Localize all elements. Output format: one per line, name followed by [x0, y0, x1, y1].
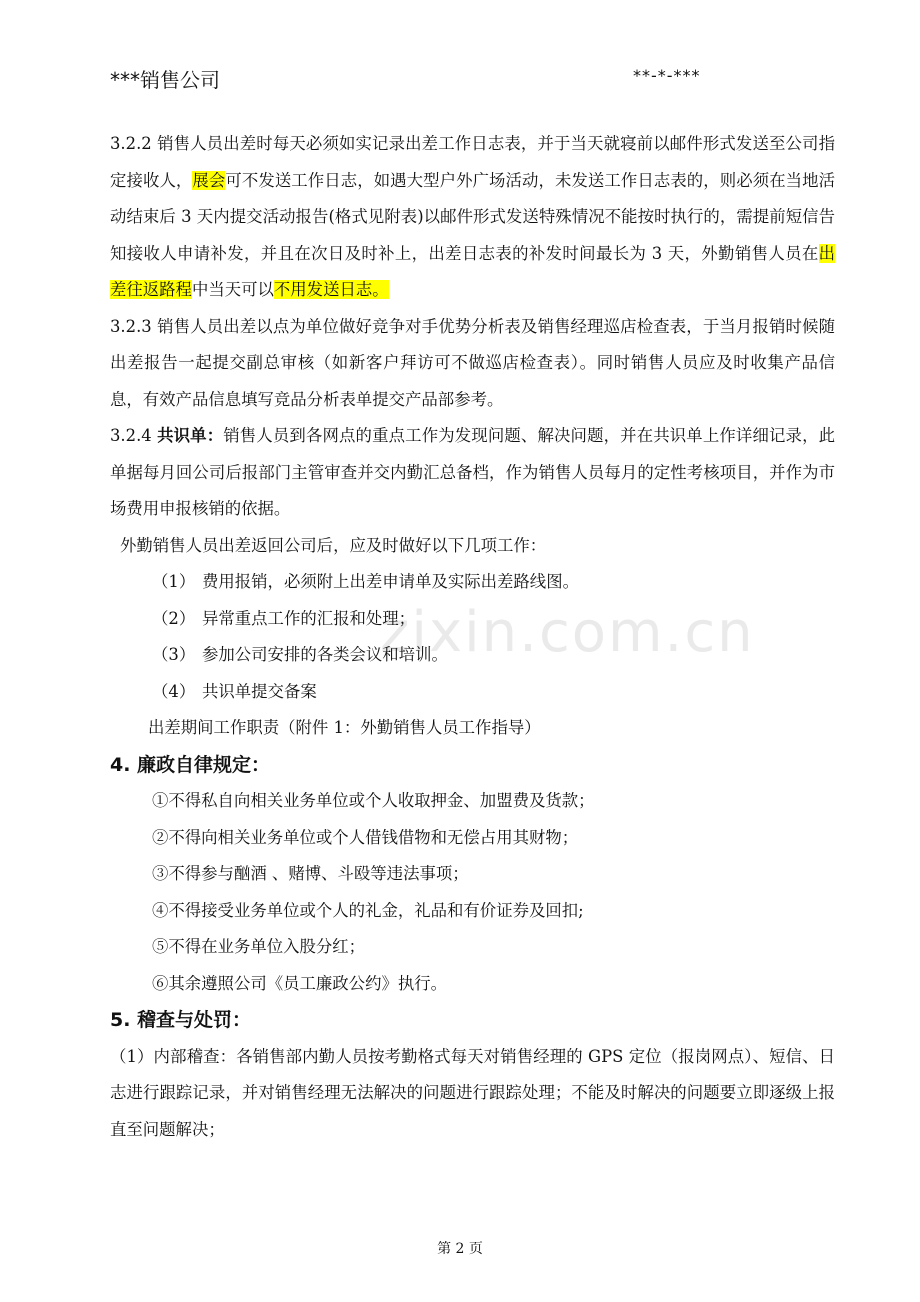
paragraph-3-2-4 [110, 418, 835, 528]
item-number: （2） [152, 608, 196, 628]
highlight-exhibition: 展会 [192, 170, 226, 190]
return-item [110, 637, 835, 674]
paragraph-internal-audit: （1）内部稽查：各销售部内勤人员按考勤格式每天对销售经理的 GPS 定位（报岗网点）、短信、日志进行跟踪记录，并对销售经理无法解决的问题进行跟踪处理；不能及时解决的问题要立即逐级上报直至问题解决； [110, 1046, 835, 1139]
rule-item: ②不得向相关业务单位或个人借钱借物和无偿占用其财物； [152, 827, 579, 847]
highlight-no-log: 不用发送日志。 [273, 280, 389, 299]
rule-item: ⑤不得在业务单位入股分红； [152, 937, 366, 956]
duty-line: 出差期间工作职责（附件 1：外勤销售人员工作指导） [148, 718, 541, 737]
item-text: 费用报销，必须附上出差申请单及实际出差路线图。 [202, 572, 579, 591]
item-text: 参加公司安排的各类会议和培训。 [202, 645, 448, 664]
p324-text: 销售人员到各网点的重点工作为发现问题、解决问题，并在共识单上作详细记录，此单据每月回公司后报部门主管审查并交内勤汇总备档，作为销售人员每月的定性考核项目，并作为市场费用申报核销的依据。 [110, 426, 836, 518]
p322-text-a: 3.2.2 销售人员出差时每天必须如实记录出差工作日志表，并于当天就寝前以邮件形式发送至公司指定接收人， [110, 134, 835, 190]
paragraph-3-2-3: 3.2.3 销售人员出差以点为单位做好竞争对手优势分析表及销售经理巡店检查表，于当月报销时候随出差报告一起提交副总审核（如新客户拜访可不做巡店检查表）。同时销售人员应及时收集产品信息，有效产品信息填写竞品分析表单提交产品部参考。 [110, 316, 835, 409]
rule-item: ①不得私自向相关业务单位或个人收取押金、加盟费及货款； [152, 791, 595, 810]
section-4-title: 4. 廉政自律规定： [110, 753, 271, 776]
paragraph-3-2-2 [110, 126, 835, 309]
item-text: 共识单提交备案 [202, 681, 317, 701]
page-number: 第 2 页 [437, 1241, 483, 1257]
item-number: （4） [152, 681, 196, 701]
return-item [110, 674, 835, 711]
p322-text-b: 可不发送工作日志，如遇大型户外广场活动，未发送工作日志表的，则必须在当地活动结束后 3 天内提交活动报告(格式见附表)以邮件形式发送特殊情况不能按时执行的，需提前短信告知接收人申请补发，并且在次日及时补上，出差日志表的补发时间最长为 3 天，外勤销售人员在 [110, 170, 836, 263]
return-item [110, 601, 835, 638]
rule-item: ③不得参与酗酒 、赌博、斗殴等违法事项； [152, 864, 469, 883]
section-5-title: 5. 稽查与处罚： [110, 1009, 252, 1031]
highlight-travel-route: 出差往返路程 [110, 243, 835, 299]
consensus-sheet-keyword: 共识单： [157, 426, 224, 445]
return-item [110, 564, 835, 601]
rule-item: ④不得接受业务单位或个人的礼金，礼品和有价证券及回扣; [152, 900, 584, 920]
item-number: （1） [152, 572, 196, 591]
document-body [110, 126, 835, 1148]
return-intro: 外勤销售人员出差返回公司后，应及时做好以下几项工作： [120, 535, 547, 555]
watermark: zixin.com.cn [380, 600, 755, 665]
company-name: ***销售公司 [110, 68, 220, 92]
item-number: （3） [152, 645, 196, 664]
p322-text-c: 中当天可以 [191, 280, 274, 299]
document-code: **-*-*** [633, 66, 701, 85]
p324-number: 3.2.4 [110, 426, 158, 445]
item-text: 异常重点工作的汇报和处理； [202, 608, 416, 628]
rule-item: ⑥其余遵照公司《员工廉政公约》执行。 [152, 973, 448, 993]
